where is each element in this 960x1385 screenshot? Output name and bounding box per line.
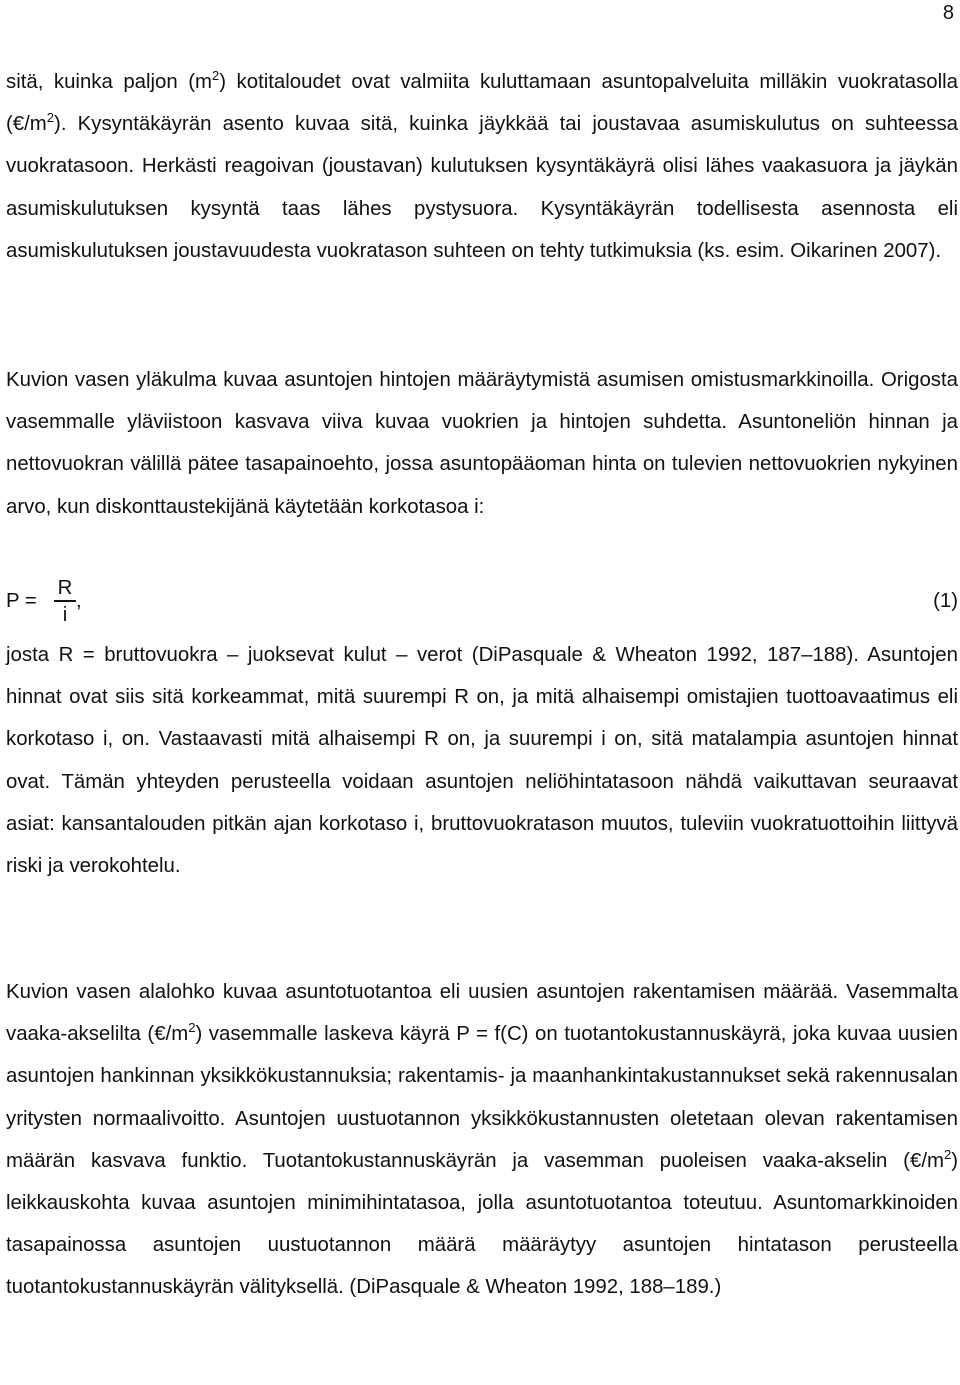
- text-run: ) leikkauskohta kuvaa asuntojen minimihintatasoa, jolla asuntotuotantoa toteutuu. Asuntomarkkinoiden tasapainossa asuntojen uustuotannon määrä määräytyy asuntojen hintatason perusteella tuotantokustannuskäyrän välityksellä. (DiPasquale & Wheaton 1992, 188–189.): [6, 1149, 958, 1299]
- text-run: /m: [24, 113, 47, 136]
- superscript: 2: [212, 68, 220, 83]
- page-number: 8: [942, 2, 954, 24]
- paragraph-price-determination: Kuvion vasen yläkulma kuvaa asuntojen hintojen määräytymistä asumisen omistusmarkkinoilla. Origosta vasemmalle yläviistoon kasvava viiva kuvaa vuokrien ja hintojen suhdetta. Asuntoneliön hinnan ja nettovuokran välillä pätee tasapainoehto, jossa asuntopääoman hinta on tulevien nettovuokrien nykyinen arvo, kun diskonttaustekijänä käytetään korkotasoa i:: [6, 369, 958, 518]
- text-run: ). Kysyntäkäyrän asento kuvaa sitä, kuinka jäykkää tai joustavaa asumiskulutus on suhteessa vuokratasoon. Herkästi reagoivan (joustavan) kulutuksen kysyntäkäyrä olisi lähes vaakasuora ja jäykän asumiskulutuksen kysyntä taas lähes pystysuora. Kysyntäkäyrän todellisesta asennosta eli asumiskulutuksen joustavuudesta vuokratason suhteen on tehty tutkimuksia (ks. esim. Oikarinen 2007).: [6, 113, 958, 262]
- equation-numerator: R: [57, 577, 73, 599]
- paragraph-housing-production: [6, 971, 958, 1309]
- superscript: 2: [943, 1146, 952, 1162]
- equation-fraction: [54, 577, 76, 626]
- paragraph-equation-explanation: josta R = bruttovuokra – juoksevat kulut – verot (DiPasquale & Wheaton 1992, 187–188). Asuntojen hinnat ovat siis sitä korkeammat, mitä suurempi R on, ja mitä alhaisempi omistajien tuottoavaatimus eli korkotaso i, on. Vastaavasti mitä alhaisempi R on, ja suurempi i on, sitä matalampia asuntojen hinnat ovat. Tämän yhteyden perusteella voidaan asuntojen neliöhintatasoon nähdä vaikuttavan seuraavat asiat: kansantalouden pitkän ajan korkotaso i, bruttovuokratason muutos, tuleviin vuokratuottoihin liittyvä riski ja verokohtelu.: [6, 644, 958, 878]
- text-run: sitä, kuinka paljon (m: [6, 71, 213, 93]
- text-run: ) kotitaloudet ovat valmiita kuluttamaan asuntopalveluita milläkin vuokratasolla (: [6, 71, 959, 136]
- euro-sign-icon: €: [154, 1023, 166, 1046]
- equation-number: (1): [933, 590, 958, 612]
- superscript: 2: [188, 1020, 196, 1036]
- equation-lhs: P =: [6, 590, 37, 612]
- equation-1: [6, 577, 958, 627]
- fraction-bar: [54, 600, 76, 602]
- text-run: ) vasemmalle laskeva käyrä P = f(C) on tuotantokustannuskäyrä, joka kuvaa uusien asuntojen hankinnan yksikkökustannuksia; rakentamis- ja maanhankintakustannukset sekä rakennusalan yritysten normaalivoitto. Asuntojen uustuotannon yksikkökustannusten oletetaan olevan rakentamisen määrän kasvava funktio. Tuotantokustannuskäyrän ja vasemman puoleisen vaaka-akselin (: [6, 1023, 958, 1172]
- text-run: /m: [165, 1023, 189, 1046]
- paragraph-demand-curve: [6, 61, 958, 272]
- superscript: 2: [46, 110, 55, 126]
- equation-denominator: i: [62, 604, 68, 626]
- equation-comma: ,: [76, 590, 82, 612]
- text-run: /m: [921, 1149, 944, 1172]
- euro-sign-icon: €: [12, 113, 25, 136]
- euro-sign-icon: €: [909, 1149, 922, 1172]
- text-run: Kuvion vasen alalohko kuvaa asuntotuotantoa eli uusien asuntojen rakentamisen määrää. Vasemmalta vaaka-akselilta (: [6, 981, 958, 1046]
